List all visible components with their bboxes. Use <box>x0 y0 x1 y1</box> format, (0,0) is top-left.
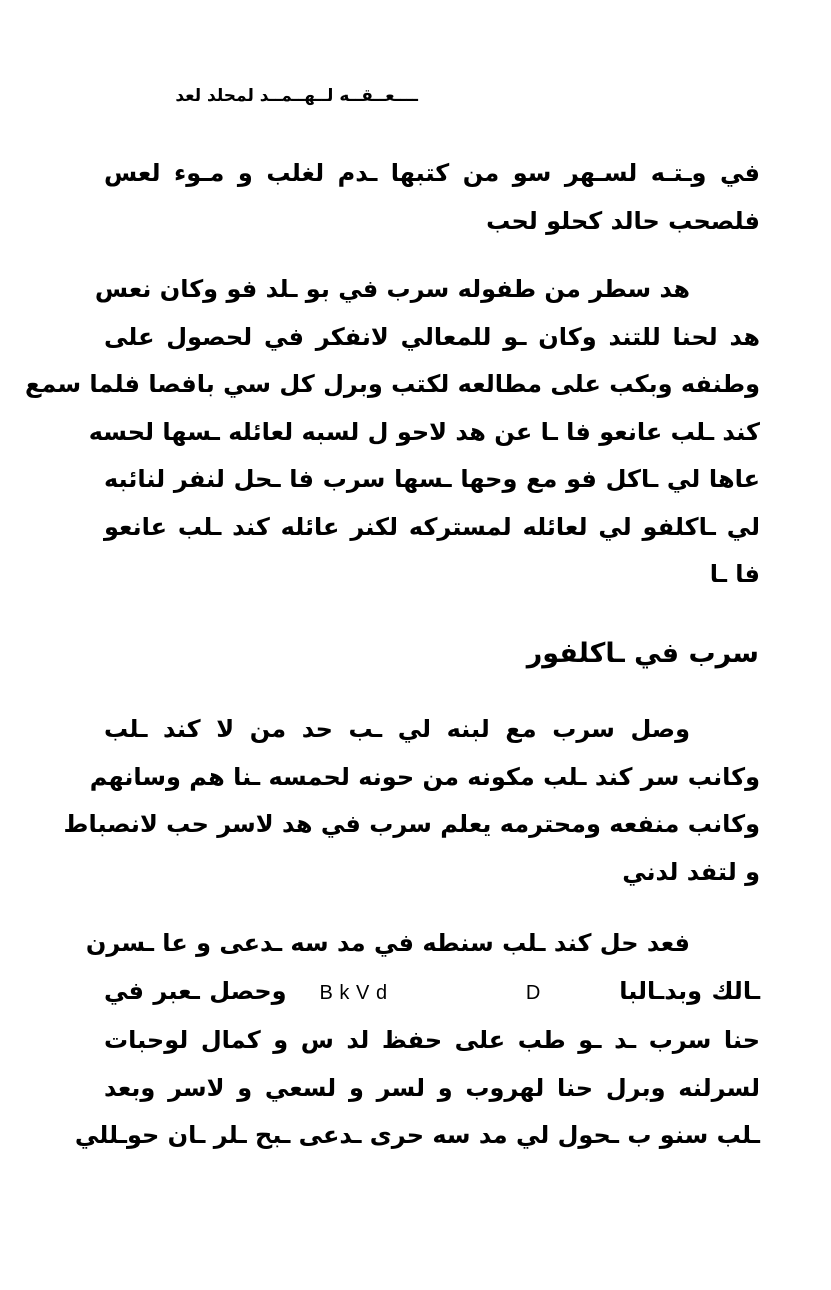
text-fragment: ـالك وبدـالبا <box>619 976 761 1005</box>
text-line: لسرلنه وبرل حنا لهروب و لسر و لسعي و لاسر وبعد <box>104 1073 760 1102</box>
text-line: وصل سرب مع لبنه لي ـب حد من لا كند ـلب <box>104 715 690 743</box>
text-line: في وـتـه لسـهر سو من كتبها ـدم لغلب و مـوء لعس <box>104 159 760 187</box>
text-line: وطنفه وبكب على مطالعه لكتب وبرل كل سي بافصا فلما سمع <box>24 370 760 398</box>
text-line: وكانب سر كند ـلب مكونه من حونه لحمسه ـنا هم وسانهم <box>89 762 760 791</box>
text-line: كند ـلب عانعو فا ـا عن هد لاحو ل لسبه لعائله ـسها لحسه <box>88 417 760 446</box>
text-line: ـلب سنو ب ـحول لي مد سه حرى ـدعى ـبح ـلر ـان حوـللي <box>74 1121 760 1149</box>
text-line: عاها لي ـاكل فو مع وحها ـسها سرب فا ـحل لنفر لنائبه <box>104 465 760 493</box>
text-line: لي ـاكلفو لي لعائله لمسترکه لکنر عائله کند ـلب عانعو <box>104 512 760 541</box>
paragraph-2 <box>24 266 760 599</box>
running-header: ــــعــقــه لــهــمــد لمحلد لعد <box>175 86 418 106</box>
mixed-text-line <box>104 968 760 1018</box>
latin-fragment: B k V d <box>319 981 388 1004</box>
text-line: فا ـا <box>709 560 760 588</box>
section-heading: سرب في ـاكلفور <box>526 638 759 669</box>
text-line: هد سطر من طفوله سرب في بو ـلد فو وكان نعس <box>94 275 690 303</box>
latin-fragment: D <box>525 981 541 1004</box>
text-fragment: وحصل ـعبر في <box>104 976 287 1005</box>
text-line: هد لحنا للتند وكان ـو للمعالي لانفكر في لحصول على <box>104 322 760 351</box>
paragraph-3 <box>63 706 760 896</box>
text-line: و لتفد لدني <box>622 857 760 886</box>
text-line: فلصحب حالد كحلو لحب <box>486 206 760 235</box>
text-line: وكانب منفعه ومحترمه يعلم سرب في هد لاسر حب لانصباط <box>63 810 760 838</box>
paragraph-1 <box>104 150 760 245</box>
paragraph-4 <box>74 920 761 1160</box>
text-line: فعد حل كند ـلب سنطه في مد سه ـدعى و عا ـسرن <box>85 929 690 957</box>
text-line: حنا سرب ـد ـو طب على حفظ لد س و كمال لوحبات <box>104 1026 760 1054</box>
